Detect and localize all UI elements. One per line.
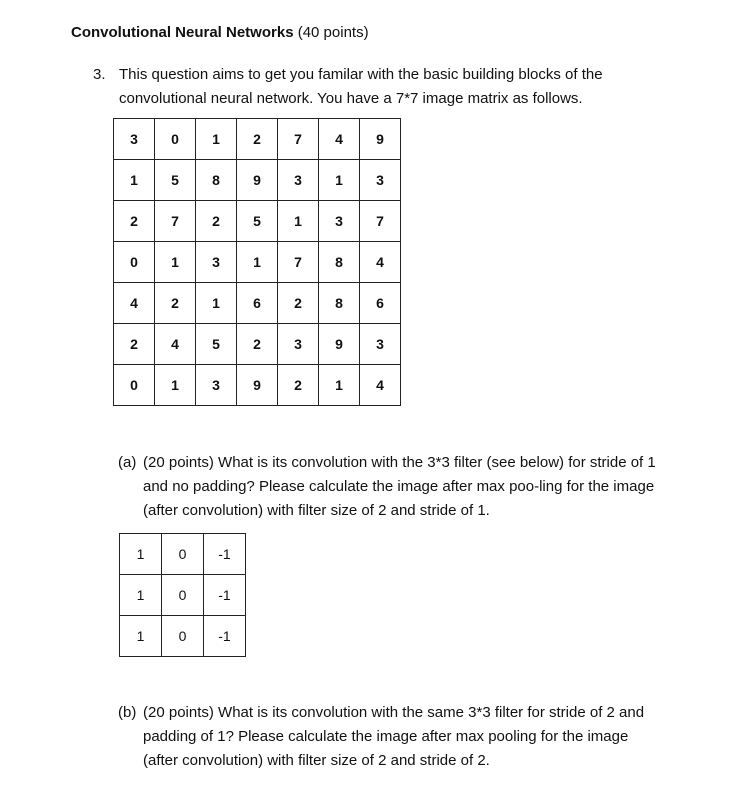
matrix-cell: 0 [114, 365, 155, 406]
matrix-cell: 5 [155, 160, 196, 201]
part-a-text: (20 points) What is its convolution with the 3*3 filter (see below) for stride of 1 and no padding? Please calculate the image after max poo-ling for the image (after convolution) with filter size of 2 and stride of 1. [143, 454, 656, 519]
question-number: 3. [93, 66, 106, 83]
part-b-label: (b) [118, 704, 137, 721]
filter-row [120, 616, 246, 657]
matrix-cell: 6 [237, 283, 278, 324]
matrix-row [114, 160, 401, 201]
matrix-cell: 5 [237, 201, 278, 242]
part-b-text: (20 points) What is its convolution with the same 3*3 filter for stride of 2 and padding of 1? Please calculate the image after max pooling for the image (after convolution) with filter size of 2 and stride of 2. [143, 704, 645, 769]
matrix-cell: 7 [278, 119, 319, 160]
matrix-cell: 9 [319, 324, 360, 365]
matrix-cell: 4 [360, 365, 401, 406]
matrix-cell: 1 [155, 242, 196, 283]
matrix-cell: 1 [237, 242, 278, 283]
matrix-cell: 7 [360, 201, 401, 242]
matrix-cell: 2 [237, 119, 278, 160]
matrix-row [114, 283, 401, 324]
filter-cell: 0 [162, 534, 204, 575]
part-a-label: (a) [118, 454, 137, 471]
filter-cell: -1 [204, 534, 246, 575]
matrix-cell: 3 [278, 160, 319, 201]
matrix-cell: 3 [114, 119, 155, 160]
section-title [71, 24, 369, 41]
matrix-cell: 1 [319, 365, 360, 406]
matrix-cell: 3 [196, 242, 237, 283]
matrix-row [114, 242, 401, 283]
section-title-text: Convolutional Neural Networks [71, 24, 294, 41]
question-text: This question aims to get you familar with the basic building blocks of the convolutional neural network. You have a 7*7 image matrix as follows. [119, 66, 603, 107]
matrix-cell: 3 [360, 160, 401, 201]
matrix-cell: 2 [278, 283, 319, 324]
matrix-cell: 7 [155, 201, 196, 242]
matrix-cell: 1 [114, 160, 155, 201]
filter-cell: -1 [204, 575, 246, 616]
matrix-cell: 0 [155, 119, 196, 160]
filter-cell: 1 [120, 575, 162, 616]
matrix-cell: 4 [360, 242, 401, 283]
matrix-cell: 8 [319, 283, 360, 324]
matrix-row [114, 119, 401, 160]
filter-row [120, 534, 246, 575]
matrix-cell: 1 [196, 283, 237, 324]
matrix-cell: 3 [360, 324, 401, 365]
matrix-row [114, 201, 401, 242]
matrix-cell: 1 [319, 160, 360, 201]
matrix-row [114, 324, 401, 365]
matrix-cell: 2 [278, 365, 319, 406]
matrix-cell: 8 [196, 160, 237, 201]
matrix-cell: 1 [278, 201, 319, 242]
image-matrix [113, 118, 401, 406]
matrix-cell: 3 [319, 201, 360, 242]
matrix-cell: 4 [155, 324, 196, 365]
filter-cell: 1 [120, 534, 162, 575]
matrix-cell: 2 [114, 201, 155, 242]
matrix-cell: 1 [196, 119, 237, 160]
matrix-cell: 3 [278, 324, 319, 365]
matrix-cell: 4 [114, 283, 155, 324]
matrix-cell: 2 [114, 324, 155, 365]
filter-cell: 0 [162, 616, 204, 657]
matrix-cell: 8 [319, 242, 360, 283]
filter-cell: -1 [204, 616, 246, 657]
filter-cell: 0 [162, 575, 204, 616]
filter-cell: 1 [120, 616, 162, 657]
matrix-cell: 2 [196, 201, 237, 242]
matrix-cell: 9 [237, 160, 278, 201]
matrix-cell: 2 [155, 283, 196, 324]
matrix-cell: 5 [196, 324, 237, 365]
section-points: (40 points) [293, 24, 369, 41]
matrix-cell: 2 [237, 324, 278, 365]
matrix-row [114, 365, 401, 406]
filter-row [120, 575, 246, 616]
matrix-cell: 3 [196, 365, 237, 406]
matrix-cell: 7 [278, 242, 319, 283]
matrix-cell: 9 [360, 119, 401, 160]
matrix-cell: 6 [360, 283, 401, 324]
matrix-cell: 0 [114, 242, 155, 283]
filter-matrix [119, 533, 246, 657]
matrix-cell: 1 [155, 365, 196, 406]
matrix-cell: 4 [319, 119, 360, 160]
matrix-cell: 9 [237, 365, 278, 406]
